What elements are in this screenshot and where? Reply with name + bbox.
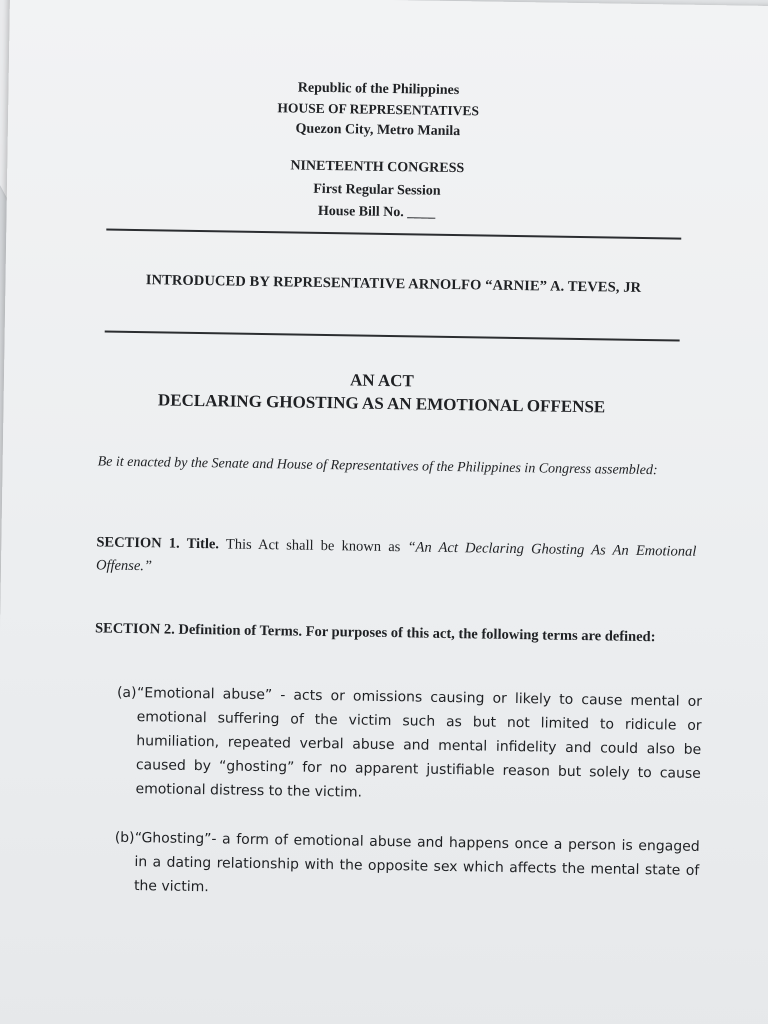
header-house: HOUSE OF REPRESENTATIVES <box>277 100 480 119</box>
enacting-clause: Be it enacted by the Senate and House of Representatives of the Philippines in Congress assembled: <box>97 454 658 479</box>
definition-a-label: (a) <box>116 684 137 702</box>
definition-a-text: “Emotional abuse” - acts or omissions causing or likely to cause mental or emotional suffering of the victim such as but not limited to ridicule or humiliation, repeated verbal abuse and mental infidelity and could also be caused by “ghosting” for no apparent justifiable reason but solely to cause emotional distress to the victim. <box>135 685 703 801</box>
introduced-by: INTRODUCED BY REPRESENTATIVE ARNOLFO “ARNIE” A. TEVES, JR <box>145 272 642 296</box>
definition-a <box>115 681 702 810</box>
header-session: First Regular Session <box>313 181 441 199</box>
section-1-quote: “An Act Declaring Ghosting As An Emotional Offense.” <box>95 539 697 575</box>
section-2-heading: SECTION 2. Definition of Terms. For purposes of this act, the following terms are defined: <box>94 620 656 646</box>
bottom-divider <box>105 331 680 342</box>
header-republic: Republic of the Philippines <box>297 80 460 99</box>
header-bill-number: House Bill No. ____ <box>317 203 436 221</box>
section-1-heading: SECTION 1. Title. <box>96 534 220 553</box>
header-city: Quezon City, Metro Manila <box>295 121 461 140</box>
act-label: AN ACT <box>349 370 414 391</box>
act-title: DECLARING GHOSTING AS AN EMOTIONAL OFFENSE <box>157 390 606 417</box>
header-congress: NINETEENTH CONGRESS <box>290 158 465 177</box>
definition-b-label: (b) <box>114 829 135 847</box>
section-1 <box>96 531 697 586</box>
definition-b-text: “Ghosting”- a form of emotional abuse and happens once a person is engaged in a dating relationship with the opposite sex which affects the mental state of the victim. <box>133 830 700 896</box>
definition-b <box>114 826 700 907</box>
section-1-text: This Act shall be known as <box>225 536 401 556</box>
top-divider <box>106 229 681 240</box>
